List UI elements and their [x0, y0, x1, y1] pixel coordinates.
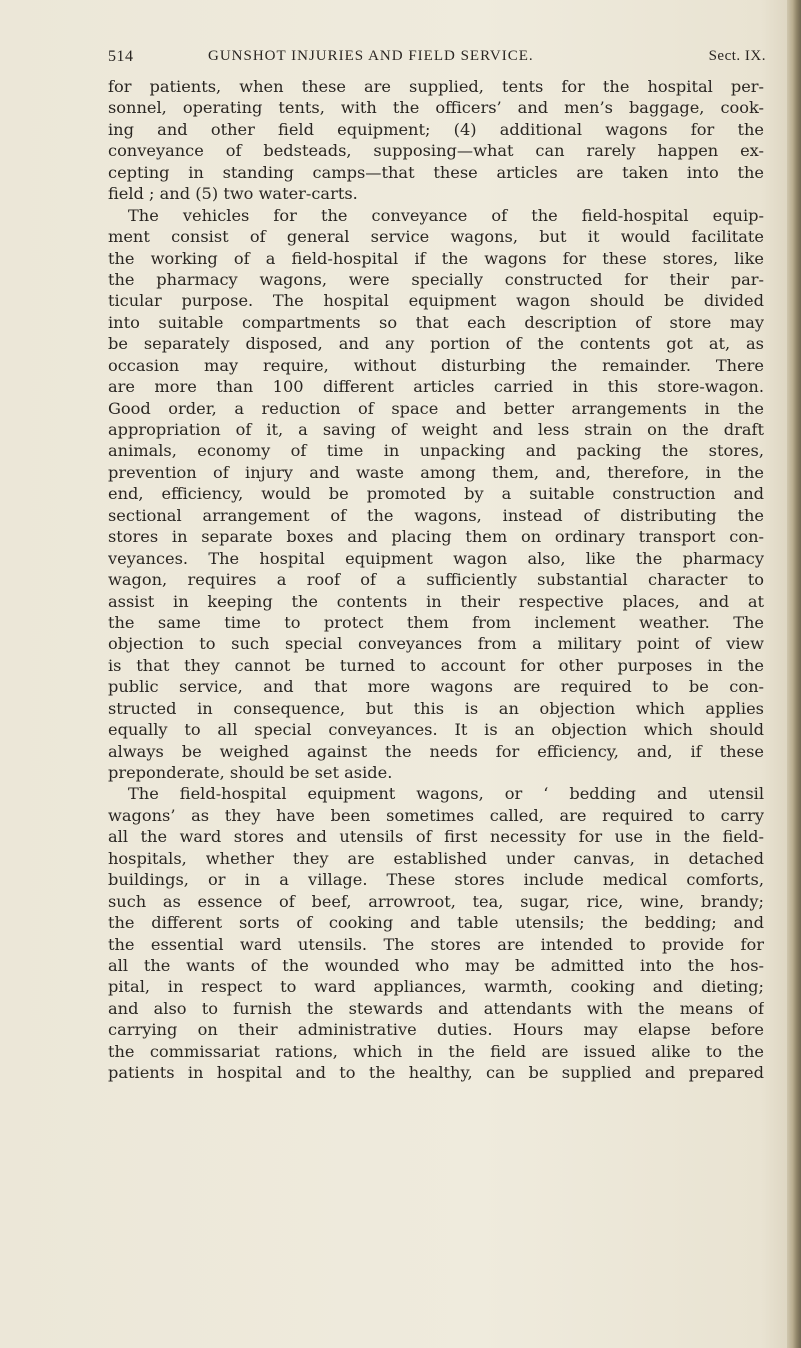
section-label: Sect. IX. — [708, 48, 766, 64]
text-line: into suitable compartments so that each description of store may — [108, 312, 764, 332]
text-line: sonnel, operating tents, with the officers’ and men’s baggage, cook- — [108, 98, 764, 118]
text-line: the same time to protect them from inclement weather. The — [108, 612, 764, 632]
text-line: stores in separate boxes and placing them on ordinary transport con- — [108, 527, 764, 547]
text-line: patients in hospital and to the healthy, can be supplied and prepared — [108, 1063, 764, 1083]
text-line: pital, in respect to ward appliances, warmth, cooking and dieting; — [108, 977, 764, 997]
page-edge — [787, 0, 801, 1348]
text-line: public service, and that more wagons are required to be con- — [108, 677, 764, 697]
text-line: always be weighed against the needs for efficiency, and, if these — [108, 741, 764, 761]
text-line: veyances. The hospital equipment wagon also, like the pharmacy — [108, 548, 764, 568]
text-line: is that they cannot be turned to account for other purposes in the — [108, 655, 764, 675]
text-line: objection to such special conveyances from a military point of view — [108, 634, 764, 654]
text-line: occasion may require, without disturbing the remainder. There — [108, 355, 764, 375]
text-line: animals, economy of time in unpacking and packing the stores, — [108, 441, 764, 461]
text-line: all the wants of the wounded who may be admitted into the hos- — [108, 955, 764, 975]
running-head: GUNSHOT INJURIES AND FIELD SERVICE. — [208, 48, 534, 64]
text-line: field ; and (5) two water-carts. — [108, 184, 358, 204]
body-text — [108, 76, 764, 1084]
text-line: ticular purpose. The hospital equipment wagon should be divided — [108, 291, 764, 311]
text-line: conveyance of bedsteads, supposing—what can rarely happen ex- — [108, 141, 764, 161]
page-number: 514 — [108, 48, 134, 65]
text-line: prevention of injury and waste among them, and, therefore, in the — [108, 462, 764, 482]
text-line: structed in consequence, but this is an objection which applies — [108, 698, 764, 718]
text-line: wagons’ as they have been sometimes called, are required to carry — [108, 805, 764, 825]
text-line: buildings, or in a village. These stores include medical comforts, — [108, 870, 764, 890]
text-line: The vehicles for the conveyance of the field-hospital equip- — [128, 205, 764, 225]
text-line: preponderate, should be set aside. — [108, 763, 393, 782]
text-line: carrying on their administrative duties. Hours may elapse before — [108, 1020, 764, 1040]
text-line: are more than 100 different articles carried in this store-wagon. — [108, 377, 764, 397]
text-line: the working of a field-hospital if the wagons for these stores, like — [108, 248, 764, 268]
text-line: hospitals, whether they are established under canvas, in detached — [108, 848, 764, 868]
text-line: The field-hospital equipment wagons, or ‘ bedding and utensil — [128, 784, 764, 804]
text-line: and also to furnish the stewards and attendants with the means of — [108, 998, 764, 1018]
text-line: appropriation of it, a saving of weight and less strain on the draft — [108, 420, 764, 439]
text-line: the different sorts of cooking and table utensils; the bedding; and — [108, 913, 764, 933]
text-line: the pharmacy wagons, were specially constructed for their par- — [108, 269, 764, 289]
text-line: assist in keeping the contents in their respective places, and at — [108, 591, 764, 611]
text-line: sectional arrangement of the wagons, instead of distributing the — [108, 505, 764, 525]
text-line: wagon, requires a roof of a sufficiently substantial character to — [108, 570, 764, 590]
text-line: the commissariat rations, which in the field are issued alike to the — [108, 1041, 764, 1061]
text-line: for patients, when these are supplied, tents for the hospital per- — [108, 77, 764, 96]
text-line: ing and other field equipment; (4) additional wagons for the — [108, 119, 764, 139]
text-line: be separately disposed, and any portion of the contents got at, as — [108, 334, 764, 354]
text-line: the essential ward utensils. The stores are intended to provide for — [108, 934, 764, 954]
text-line: ment consist of general service wagons, but it would facilitate — [108, 227, 764, 247]
page-header — [108, 48, 766, 72]
text-line: all the ward stores and utensils of first necessity for use in the field- — [108, 827, 764, 847]
text-line: equally to all special conveyances. It is an objection which should — [108, 720, 764, 740]
text-line: end, efficiency, would be promoted by a suitable construction and — [108, 484, 764, 504]
text-line: such as essence of beef, arrowroot, tea, sugar, rice, wine, brandy; — [108, 891, 764, 911]
text-line: Good order, a reduction of space and better arrangements in the — [108, 398, 764, 418]
text-line: cepting in standing camps—that these articles are taken into the — [108, 162, 764, 182]
